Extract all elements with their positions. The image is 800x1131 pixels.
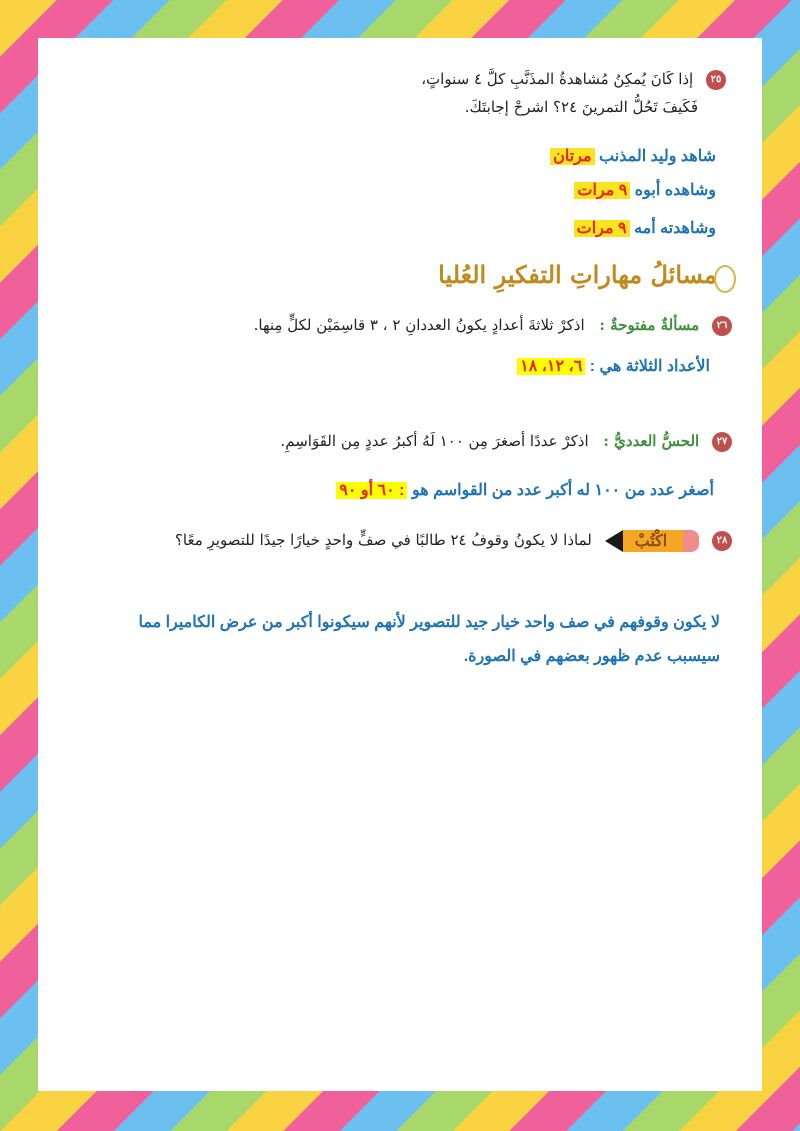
question-label: مسألةٌ مفتوحةٌ : [599, 316, 700, 334]
question-number: ٢٧ [712, 432, 732, 452]
question-number: ٢٥ [706, 70, 726, 90]
answer-highlight: ٩ مرات [574, 182, 630, 199]
pencil-icon [605, 530, 700, 552]
answer-line-1: شاهد وليد المذنب مرتان [550, 146, 716, 166]
answer-28 [70, 606, 720, 674]
section-title: مسائلُ مهاراتِ التفكيرِ العُليا [438, 260, 736, 293]
question-27 [280, 432, 732, 452]
question-26 [254, 316, 732, 336]
question-text: لماذا لا يكونُ وقوفُ ٢٤ طالبًا في صفٍّ واحدٍ خيارًا جيدًا للتصويرِ معًا؟ [174, 531, 592, 549]
question-25 [66, 70, 726, 116]
answer-line-3: وشاهدته أمه ٩ مرات [574, 218, 716, 238]
question-text-line2: فَكَيفَ تَحُلُّ التمرينَ ٢٤؟ اشرحْ إجابتَكَ. [464, 98, 698, 116]
answer-26: الأعداد الثلاثة هي : ٦، ١٢، ١٨ [517, 356, 710, 376]
title-ring-icon [714, 265, 736, 293]
question-28 [175, 530, 732, 552]
question-number: ٢٨ [712, 531, 732, 551]
question-number: ٢٦ [712, 316, 732, 336]
answer-27: أصغر عدد من ١٠٠ له أكبر عدد من القواسم هو : ٦٠ أو ٩٠ [336, 480, 714, 500]
pencil-label: اكْتُبْ [623, 530, 684, 552]
question-text: اذكرْ ثلاثةَ أعدادٍ يكونُ العددانِ ٢ ، ٣ قاسِمَيْن لكلٍّ مِنها. [253, 316, 585, 334]
answer-highlight: ٩ مرات [574, 220, 630, 237]
answer-line: لا يكون وقوفهم في صف واحد خيار جيد للتصوير لأنهم سيكونوا أكبر من عرض الكاميرا مما [138, 614, 720, 631]
worksheet-page [38, 38, 762, 1091]
answer-line-2: وشاهده أبوه ٩ مرات [574, 180, 716, 200]
question-text: إذا كَانَ يُمكِنُ مُشاهدةُ المذَنَّبِ كلَّ ٤ سنواتٍ، [421, 70, 694, 88]
question-text: اذكرْ عددًا أصغرَ مِن ١٠٠ لَهُ أكبرُ عددٍ مِن القَوَاسِمِ. [280, 432, 589, 450]
answer-highlight: : ٦٠ أو ٩٠ [336, 482, 407, 499]
answer-highlight: ٦، ١٢، ١٨ [517, 358, 585, 375]
question-label: الحسُّ العدديُّ : [603, 432, 700, 450]
answer-line: سيسبب عدم ظهور بعضهم في الصورة. [463, 648, 720, 665]
answer-highlight: مرتان [550, 148, 594, 165]
